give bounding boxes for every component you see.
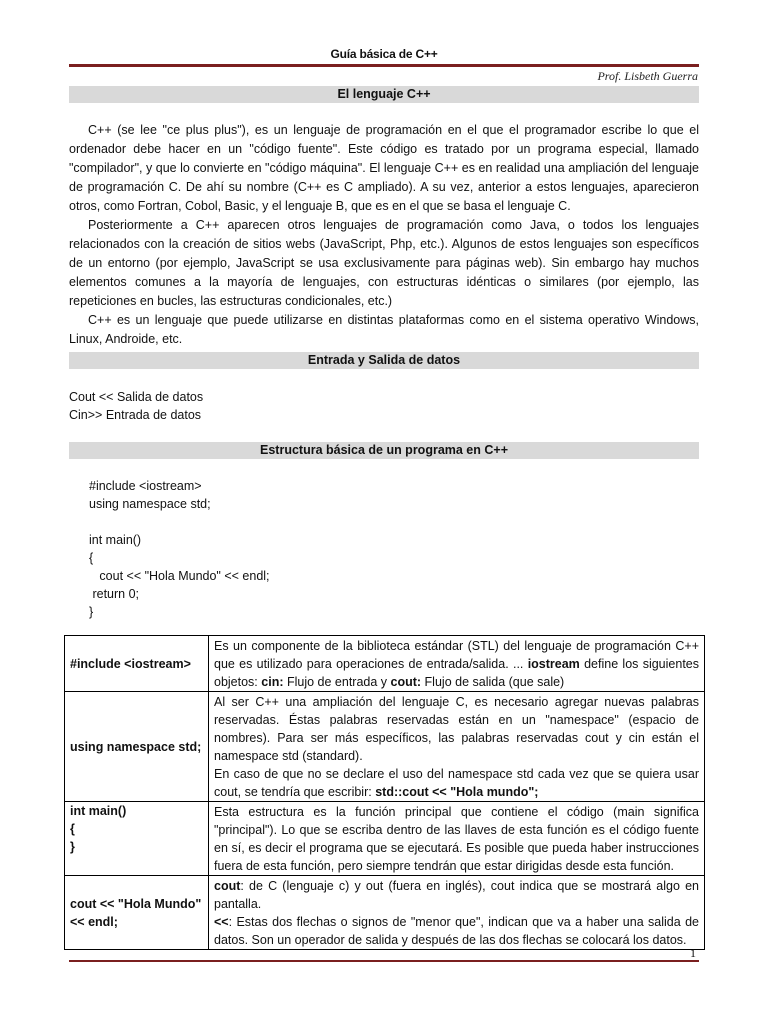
code-line: using namespace std; xyxy=(89,497,211,511)
footer-rule xyxy=(69,960,699,962)
table-key-cell: using namespace std; xyxy=(65,692,209,802)
code-line: { xyxy=(89,551,94,565)
table-row xyxy=(65,802,705,876)
intro-text xyxy=(69,121,699,349)
code-line: return 0; xyxy=(89,587,140,601)
page-number: 1 xyxy=(690,946,696,960)
explanation-table xyxy=(64,635,705,950)
intro-paragraph: C++ es un lenguaje que puede utilizarse en distintas plataformas como en el sistema operativo Windows, Linux, Androide, etc. xyxy=(69,313,699,346)
header-rule xyxy=(69,64,699,67)
code-line xyxy=(89,513,270,531)
section-heading-estructura: Estructura básica de un programa en C++ xyxy=(69,442,699,459)
document-title: Guía básica de C++ xyxy=(330,47,438,61)
table-description-cell: Esta estructura es la función principal que contiene el código (main significa "principal"). Lo que se escriba dentro de las llaves de esta función es el código fuente en sí, es decir el programa que se ejecutará. Es posible que pueda haber instrucciones fuera de esta función, pero siempre tendrán que estar dirigidas desde esta función. xyxy=(209,802,705,876)
table-row xyxy=(65,876,705,950)
section-heading-lenguaje: El lenguaje C++ xyxy=(69,86,699,103)
code-line: cout << "Hola Mundo" << endl; xyxy=(89,569,270,583)
code-block xyxy=(89,477,270,621)
code-line: } xyxy=(89,605,94,619)
table-description-cell: Es un componente de la biblioteca estándar (STL) del lenguaje de programación C++ que es utilizado para operaciones de entrada/salida. ... iostream define los siguientes objetos: cin: Flujo de entrada y cout: Flujo de salida (que sale) xyxy=(209,636,705,692)
table-row xyxy=(65,692,705,802)
io-line: Cin>> Entrada de datos xyxy=(69,408,202,422)
code-line: int main() xyxy=(89,533,142,547)
table-key-cell: cout << "Hola Mundo" << endl; xyxy=(65,876,209,950)
author-name: Prof. Lisbeth Guerra xyxy=(597,69,698,83)
table-row xyxy=(65,636,705,692)
section-heading-io: Entrada y Salida de datos xyxy=(69,352,699,369)
intro-paragraph: C++ (se lee "ce plus plus"), es un lenguaje de programación en el que el programador escribe lo que el ordenador debe hacer en un "código fuente". Este código es tratado por un programa especial, llamado "compilador", y que lo convierte en "código máquina". El lenguaje C++ es en realidad una ampliación del lenguaje de programación C. De ahí su nombre (C++ es C ampliado). A su vez, anterior a estos lenguajes, aparecieron otros, como Fortran, Cobol, Basic, y el lenguaje B, que es en el que se basa el lenguaje C. xyxy=(69,123,699,213)
table-key-cell: int main() { } xyxy=(65,802,209,876)
io-line: Cout << Salida de datos xyxy=(69,390,204,404)
table-key-cell: #include <iostream> xyxy=(65,636,209,692)
table-description-cell: cout: de C (lenguaje c) y out (fuera en inglés), cout indica que se mostrará algo en pantalla. <<: Estas dos flechas o signos de "menor que", indican que va a haber una salida de datos. Son un operador de salida y después de las dos flechas se colocará los datos. xyxy=(209,876,705,950)
code-line: #include <iostream> xyxy=(89,479,202,493)
table-description-cell: Al ser C++ una ampliación del lenguaje C, es necesario agregar nuevas palabras reservadas. Éstas palabras reservadas están en un "namespace" (espacio de nombres). Para ser más específicos, las palabras reservadas cout y cin están el namespace std (standard). En caso de que no se declare el uso del namespace std cada vez que se quiera usar cout, se tendría que escribir: std::cout << "Hola mundo"; xyxy=(209,692,705,802)
intro-paragraph: Posteriormente a C++ aparecen otros lenguajes de programación como Java, o todos los lenguajes relacionados con la creación de sitios webs (JavaScript, Php, etc.). Algunos de estos lenguajes son específicos de un entorno (por ejemplo, JavaScript se usa exclusivamente para páginas web). Sin embargo hay muchos elementos comunes a la mayoría de lenguajes, con estructuras idénticas o similares (por ejemplo, las repeticiones en bucles, las estructuras condicionales, etc.) xyxy=(69,218,699,308)
